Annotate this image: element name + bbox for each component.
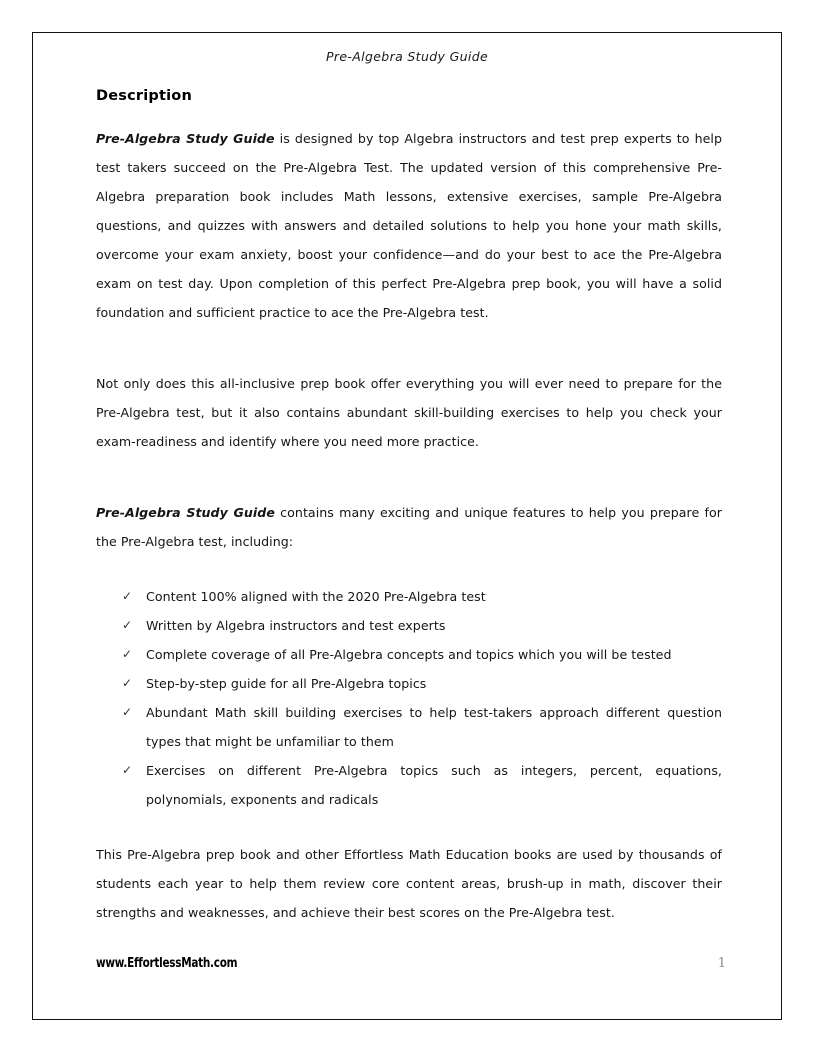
footer-website: www.EffortlessMath.com xyxy=(96,955,238,971)
feature-list xyxy=(96,582,722,814)
paragraph-spacer xyxy=(96,349,722,369)
list-item-label: Abundant Math skill building exercises to help test-takers approach different question types that might be unfamiliar to them xyxy=(146,705,722,749)
paragraph-features-intro-text: contains many exciting and unique features to help you prepare for the Pre-Algebra test, including: xyxy=(96,505,722,549)
book-title-emphasis: Pre-Algebra Study Guide xyxy=(96,505,275,520)
list-item xyxy=(96,756,722,814)
list-item xyxy=(96,698,722,756)
list-item xyxy=(96,640,722,669)
paragraph-spacer xyxy=(96,478,722,498)
paragraph-closing: This Pre-Algebra prep book and other Effortless Math Education books are used by thousands of students each year to help them review core content areas, brush-up in math, discover their strengths and weaknesses, and achieve their best scores on the Pre-Algebra test. xyxy=(96,847,722,920)
checkmark-icon: ✓ xyxy=(122,647,133,661)
checkmark-icon: ✓ xyxy=(122,618,133,632)
paragraph-all-inclusive: Not only does this all-inclusive prep book offer everything you will ever need to prepare for the Pre-Algebra test, but it also contains abundant skill-building exercises to help you check your exam-readiness and identify where you need more practice. xyxy=(96,376,722,449)
list-item-label: Content 100% aligned with the 2020 Pre-Algebra test xyxy=(146,589,486,604)
list-item xyxy=(96,611,722,640)
paragraph-overview xyxy=(96,124,722,327)
section-heading-description: Description xyxy=(96,88,192,104)
list-item-label: Step-by-step guide for all Pre-Algebra topics xyxy=(146,676,427,691)
footer-page-number: 1 xyxy=(717,956,726,971)
page-footer xyxy=(96,955,726,971)
paragraph-overview-text: is designed by top Algebra instructors and test prep experts to help test takers succeed on the Pre-Algebra Test. The updated version of this comprehensive Pre-Algebra preparation book includes Math lessons, extensive exercises, sample Pre-Algebra questions, and quizzes with answers and detailed solutions to help you hone your math skills, overcome your exam anxiety, boost your confidence—and do your best to ace the Pre-Algebra exam on test day. Upon completion of this perfect Pre-Algebra prep book, you will have a solid foundation and sufficient practice to ace the Pre-Algebra test. xyxy=(96,131,722,320)
book-title-emphasis: Pre-Algebra Study Guide xyxy=(96,131,275,146)
list-item xyxy=(96,582,722,611)
list-item-label: Written by Algebra instructors and test experts xyxy=(146,618,446,633)
list-item-label: Exercises on different Pre-Algebra topics such as integers, percent, equations, polynomials, exponents and radicals xyxy=(146,763,722,807)
document-page xyxy=(32,32,782,1020)
running-header: Pre-Algebra Study Guide xyxy=(325,49,489,64)
list-item xyxy=(96,669,722,698)
checkmark-icon: ✓ xyxy=(122,589,133,603)
checkmark-icon: ✓ xyxy=(122,676,133,690)
paragraph-features-intro xyxy=(96,498,722,556)
checkmark-icon: ✓ xyxy=(122,763,133,777)
page-content xyxy=(96,88,722,949)
list-item-label: Complete coverage of all Pre-Algebra concepts and topics which you will be tested xyxy=(146,647,672,662)
checkmark-icon: ✓ xyxy=(122,705,133,719)
